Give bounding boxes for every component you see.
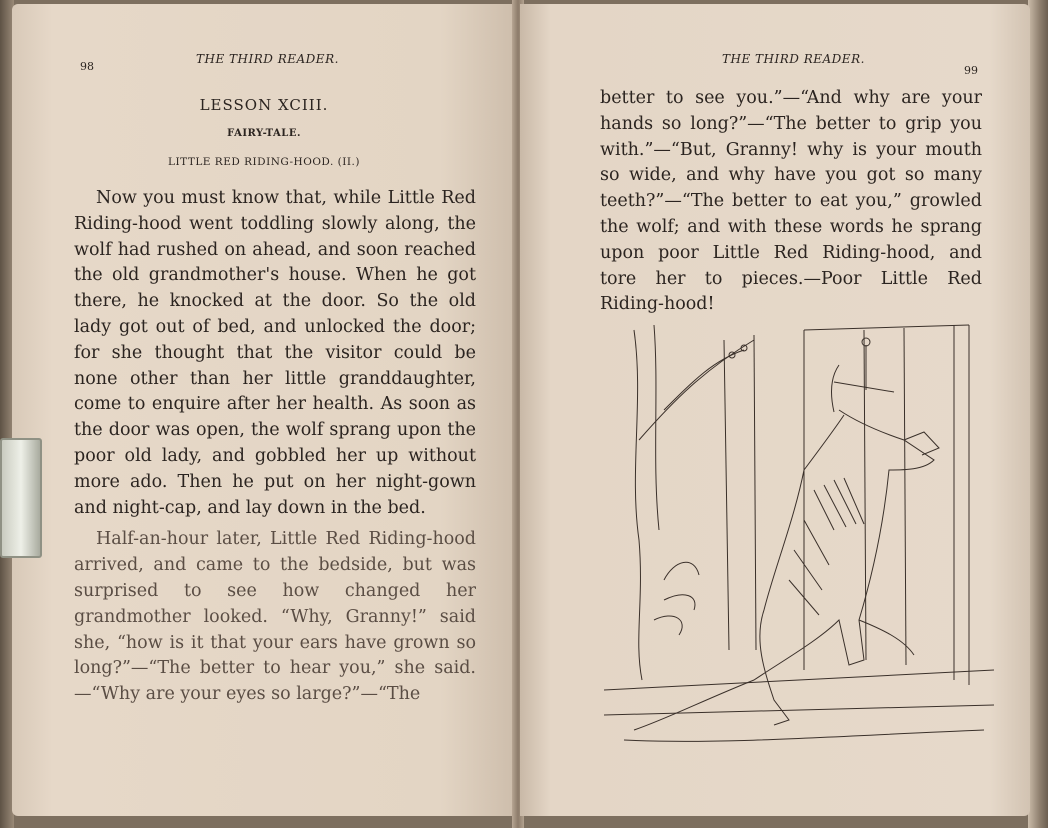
running-head-right: THE THIRD READER. <box>722 52 865 66</box>
page-clip <box>0 438 42 558</box>
wolf-illustration-icon <box>604 320 994 760</box>
paragraph: Now you must know that, while Little Red Riding-hood went toddling slowly along, the wolf had rushed on ahead, and soon reached the old grandmother's house. When he got there, he knocked at the door. So the old lady got out of bed, and unlocked the door; for she thought that the visitor could be none other than her little granddaughter, come to enquire after her health. As soon as the door was open, the wolf sprang upon the poor old lady, and gobbled her up without more ado. Then he put on her night-gown and night-cap, and lay down in the bed. <box>74 188 476 518</box>
story-title: LITTLE RED RIDING-HOOD. (II.) <box>168 156 360 168</box>
lesson-heading: LESSON XCIII. <box>199 96 329 114</box>
left-body-text <box>74 186 476 708</box>
page-number-right: 99 <box>964 64 978 77</box>
right-cover-edge <box>1028 0 1048 828</box>
right-body-text <box>600 86 982 318</box>
paragraph: better to see you.”—“And why are your hands so long?”—“The better to grip you with.”—“But, Granny! why is your mouth so wide, and why have you got so many teeth?”—“The better to eat you,” growled the wolf; and with these words he sprang upon poor Little Red Riding-hood, and tore her to pieces.—Poor Little Red Riding-hood! <box>600 88 982 315</box>
page-number-left: 98 <box>80 60 94 73</box>
left-page <box>12 4 516 816</box>
lesson-subheading: FAIRY-TALE. <box>227 128 301 139</box>
running-head-left: THE THIRD READER. <box>196 52 339 66</box>
right-page <box>520 4 1030 816</box>
paragraph: Half-an-hour later, Little Red Riding-hood arrived, and came to the bedside, but was surprised to see how changed her grandmother looked. “Why, Granny!” said she, “how is it that your ears have grown so long?”—“The better to hear you,” she said. —“Why are your eyes so large?”—“The <box>74 529 476 705</box>
